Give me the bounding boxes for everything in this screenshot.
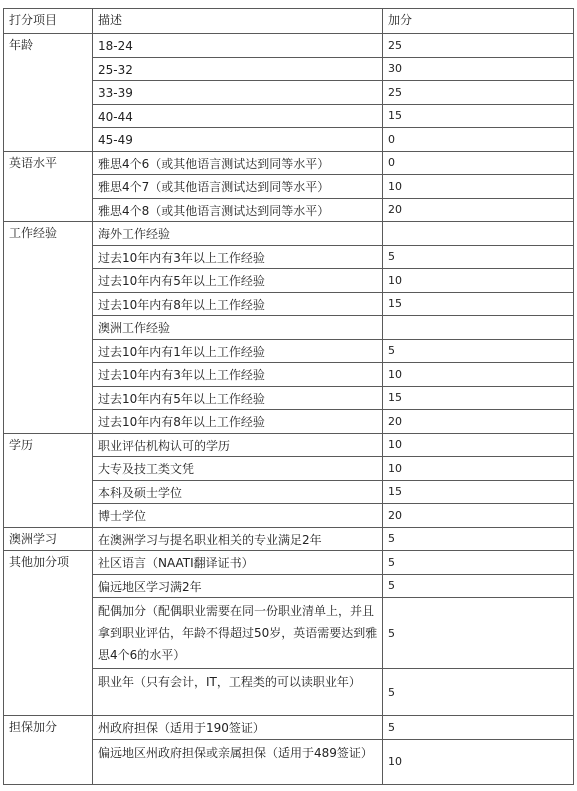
header-description: 描述 — [93, 9, 383, 34]
description-cell: 过去10年内有5年以上工作经验 — [93, 386, 383, 410]
description-cell: 25-32 — [93, 57, 383, 81]
points-cell: 20 — [383, 504, 574, 528]
category-cell: 英语水平 — [4, 151, 93, 222]
description-cell: 雅思4个6（或其他语言测试达到同等水平） — [93, 151, 383, 175]
description-cell: 偏远地区学习满2年 — [93, 574, 383, 598]
description-cell: 社区语言（NAATI翻译证书） — [93, 551, 383, 575]
points-cell: 5 — [383, 245, 574, 269]
points-cell: 10 — [383, 363, 574, 387]
description-cell: 45-49 — [93, 128, 383, 152]
description-cell: 州政府担保（适用于190签证） — [93, 716, 383, 740]
table-row — [4, 222, 574, 246]
description-cell: 偏远地区州政府担保或亲属担保（适用于489签证） — [93, 739, 383, 784]
points-cell: 5 — [383, 598, 574, 669]
category-cell: 澳洲学习 — [4, 527, 93, 551]
points-cell: 20 — [383, 410, 574, 434]
category-cell: 年龄 — [4, 34, 93, 152]
table-row — [4, 151, 574, 175]
description-cell: 本科及硕士学位 — [93, 480, 383, 504]
description-cell: 大专及技工类文凭 — [93, 457, 383, 481]
description-cell: 18-24 — [93, 34, 383, 58]
description-cell: 在澳洲学习与提名职业相关的专业满足2年 — [93, 527, 383, 551]
points-cell: 5 — [383, 527, 574, 551]
points-cell — [383, 222, 574, 246]
points-cell: 25 — [383, 34, 574, 58]
description-cell: 过去10年内有3年以上工作经验 — [93, 245, 383, 269]
points-cell: 20 — [383, 198, 574, 222]
description-cell: 配偶加分（配偶职业需要在同一份职业清单上，并且拿到职业评估，年龄不得超过50岁，英语需要达到雅思4个6的水平） — [93, 598, 383, 669]
description-cell: 过去10年内有8年以上工作经验 — [93, 410, 383, 434]
points-cell: 10 — [383, 739, 574, 784]
header-points: 加分 — [383, 9, 574, 34]
description-cell: 过去10年内有8年以上工作经验 — [93, 292, 383, 316]
description-cell: 40-44 — [93, 104, 383, 128]
points-cell: 10 — [383, 269, 574, 293]
points-cell: 5 — [383, 716, 574, 740]
category-cell: 工作经验 — [4, 222, 93, 434]
description-cell: 职业年（只有会计，IT，工程类的可以读职业年） — [93, 669, 383, 716]
table-row — [4, 433, 574, 457]
header-category: 打分项目 — [4, 9, 93, 34]
points-cell: 10 — [383, 457, 574, 481]
points-cell: 15 — [383, 292, 574, 316]
description-cell: 过去10年内有5年以上工作经验 — [93, 269, 383, 293]
points-cell: 15 — [383, 104, 574, 128]
points-cell: 5 — [383, 551, 574, 575]
points-cell: 30 — [383, 57, 574, 81]
points-cell: 10 — [383, 175, 574, 199]
points-cell: 0 — [383, 128, 574, 152]
category-cell: 学历 — [4, 433, 93, 527]
points-cell: 10 — [383, 433, 574, 457]
points-cell: 5 — [383, 669, 574, 716]
description-cell: 雅思4个7（或其他语言测试达到同等水平） — [93, 175, 383, 199]
description-cell: 雅思4个8（或其他语言测试达到同等水平） — [93, 198, 383, 222]
table-row — [4, 527, 574, 551]
points-cell: 25 — [383, 81, 574, 105]
points-cell: 5 — [383, 574, 574, 598]
description-cell: 33-39 — [93, 81, 383, 105]
points-cell: 15 — [383, 386, 574, 410]
description-cell: 海外工作经验 — [93, 222, 383, 246]
points-table — [3, 8, 574, 785]
points-cell: 5 — [383, 339, 574, 363]
category-cell: 担保加分 — [4, 716, 93, 785]
description-cell: 过去10年内有3年以上工作经验 — [93, 363, 383, 387]
points-cell: 15 — [383, 480, 574, 504]
points-cell: 0 — [383, 151, 574, 175]
points-cell — [383, 316, 574, 340]
table-row — [4, 551, 574, 575]
table-header-row — [4, 9, 574, 34]
category-cell: 其他加分项 — [4, 551, 93, 716]
description-cell: 职业评估机构认可的学历 — [93, 433, 383, 457]
table-row — [4, 34, 574, 58]
description-cell: 博士学位 — [93, 504, 383, 528]
description-cell: 澳洲工作经验 — [93, 316, 383, 340]
table-row — [4, 716, 574, 740]
description-cell: 过去10年内有1年以上工作经验 — [93, 339, 383, 363]
points-table-body — [4, 9, 574, 785]
